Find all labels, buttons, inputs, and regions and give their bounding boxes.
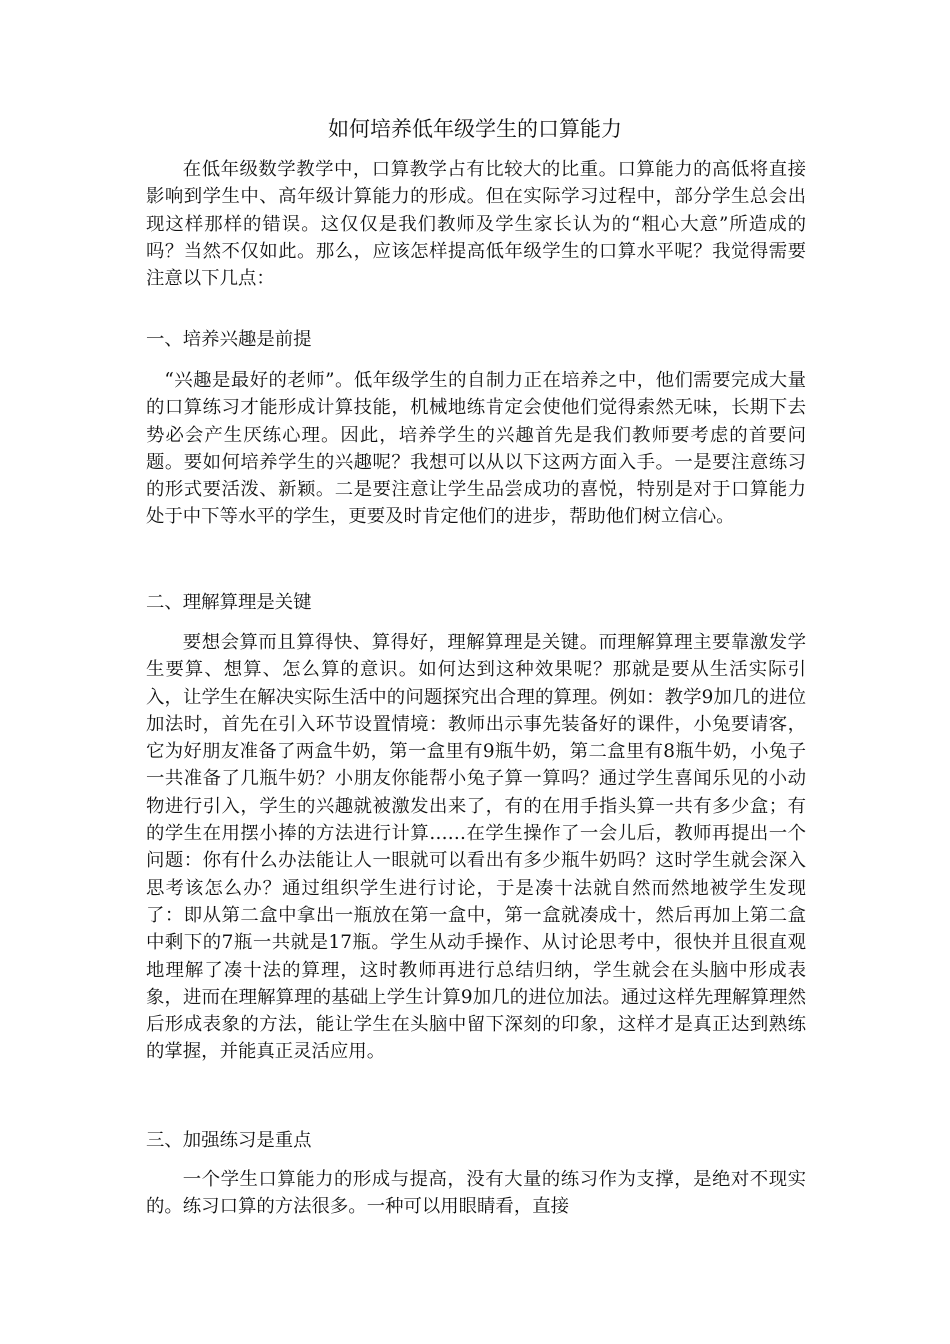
section-1-heading: 一、培养兴趣是前提 xyxy=(146,329,312,350)
section-3-heading: 三、加强练习是重点 xyxy=(146,1130,312,1151)
intro-paragraph: 在低年级数学教学中，口算教学占有比较大的比重。口算能力的高低将直接影响到学生中、高年级计算能力的形成。但在实际学习过程中，部分学生总会出现这样那样的错误。这仅仅是我们教师及学生家长认为的“粗心大意”所造成的吗？当然不仅如此。那么，应该怎样提高低年级学生的口算水平呢？我觉得需要注意以下几点： xyxy=(146,159,806,290)
section-2-paragraph: 要想会算而且算得快、算得好，理解算理是关键。而理解算理主要靠激发学生要算、想算、怎么算的意识。如何达到这种效果呢？那就是要从生活实际引入，让学生在解决实际生活中的问题探究出合理的算理。例如：教学9加几的进位加法时，首先在引入环节设置情境：教师出示事先装备好的课件，小兔要请客，它为好朋友准备了两盒牛奶，第一盒里有9瓶牛奶，第二盒里有8瓶牛奶，小兔子一共准备了几瓶牛奶？小朋友你能帮小兔子算一算吗？通过学生喜闻乐见的小动物进行引入，学生的兴趣就被激发出来了，有的在用手指头算一共有多少盒；有的学生在用摆小捧的方法进行计算……在学生操作了一会儿后，教师再提出一个问题：你有什么办法能让人一眼就可以看出有多少瓶牛奶吗？这时学生就会深入思考该怎么办？通过组织学生进行讨论，于是凑十法就自然而然地被学生发现了：即从第二盒中拿出一瓶放在第一盒中，第一盒就凑成十，然后再加上第二盒中剩下的7瓶一共就是17瓶。学生从动手操作、从讨论思考中，很快并且很直观地理解了凑十法的算理，这时教师再进行总结归纳，学生就会在头脑中形成表象，进而在理解算理的基础上学生计算9加几的进位加法。通过这样先理解算理然后形成表象的方法，能让学生在头脑中留下深刻的印象，这样才是真正达到熟练的掌握，并能真正灵活应用。 xyxy=(146,632,806,1063)
section-1-paragraph: “兴趣是最好的老师”。低年级学生的自制力正在培养之中，他们需要完成大量的口算练习才能形成计算技能，机械地练肯定会使他们觉得索然无味，长期下去势必会产生厌练心理。因此，培养学生的兴趣首先是我们教师要考虑的首要问题。要如何培养学生的兴趣呢？我想可以从以下这两方面入手。一是要注意练习的形式要活泼、新颖。二是要注意让学生品尝成功的喜悦，特别是对于口算能力处于中下等水平的学生，更要及时肯定他们的进步，帮助他们树立信心。 xyxy=(146,370,806,528)
section-2-heading: 二、理解算理是关键 xyxy=(146,592,312,613)
section-3-paragraph: 一个学生口算能力的形成与提高，没有大量的练习作为支撑，是绝对不现实的。练习口算的方法很多。一种可以用眼睛看，直接 xyxy=(146,1169,806,1218)
document-title: 如何培养低年级学生的口算能力 xyxy=(328,117,622,141)
